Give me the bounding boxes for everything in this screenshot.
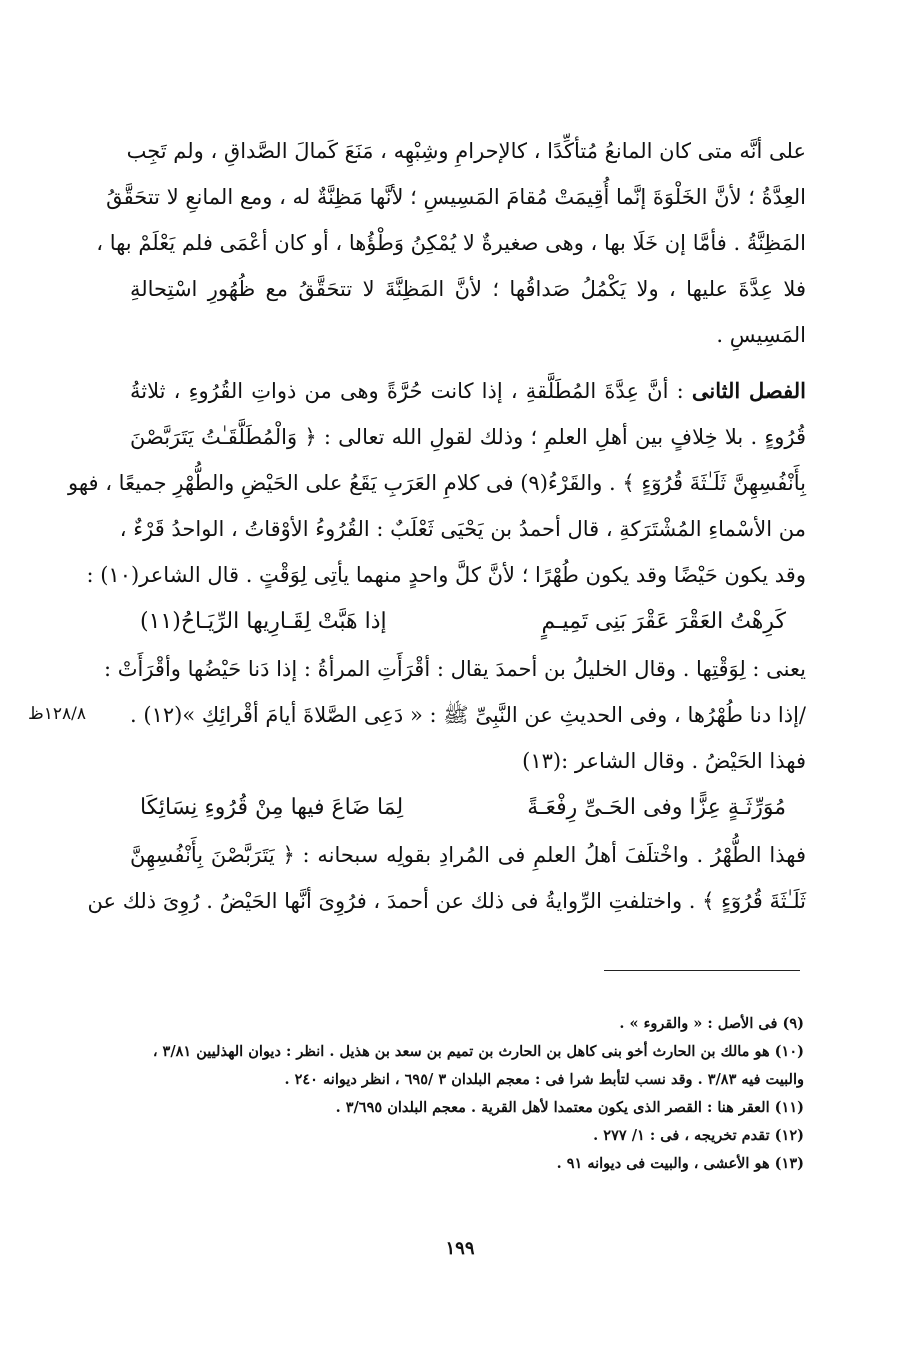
verse-2 [130, 784, 806, 832]
section-line-text: : أنَّ عِدَّةَ المُطَلَّقةِ ، إذا كانت حُرَّةً وهى من ذواتِ القُرُوءِ ، ثلاثةُ [130, 379, 684, 403]
text-line: قُرُوءٍ . بلا خِلافٍ بين أهلِ العلمِ ؛ وذلك لقولِ الله تعالى : ﴿ وَالْمُطَلَّقَـٰتُ يَتَرَبَّصْنَ [130, 425, 806, 449]
text-line: يعنى : لِوَقْتِها . وقال الخليلُ بن أحمدَ يقال : أقْرَأَتِ المرأةُ : إذا دَنا حَيْضُها وأقْرَأَتْ : [103, 657, 806, 681]
text-line: من الأسْماءِ المُشْتَرَكةِ ، قال أحمدُ بن يَحْيَى ثَعْلَبٌ : القُرُوءُ الأوْقاتُ ، الواحدُ قَرْءٌ ، [119, 517, 806, 541]
footnote: (١١) العقر هنا : القصر الذى يكون معتمدا لأهل القرية . معجم البلدان ٣/٦٩٥ . [335, 1099, 804, 1116]
page-number: ١٩٩ [445, 1238, 475, 1259]
spacer [130, 358, 806, 368]
footnote: (١٣) هو الأعشى ، والبيت فى ديوانه ٩١ . [556, 1155, 804, 1172]
footnote: (١٢) تقدم تخريجه ، فى : ١/ ٢٧٧ . [593, 1127, 804, 1144]
section-first-line [130, 368, 806, 414]
text-line: /إذا دنا طُهْرُها ، وفى الحديثِ عن النَّبِىِّ ﷺ : « دَعِى الصَّلاةَ أيامَ أقْرائِكِ »(١٢) . [130, 703, 806, 727]
text-line: المَظِنَّةُ . فأمَّا إن خَلَا بها ، وهى صغيرةٌ لا يُمْكِنُ وَطْؤُها ، أو كان أعْمَى فلم يَعْلَمْ بها ، [96, 231, 806, 255]
text-line: على أنَّه متى كان المانعُ مُتأكِّدًا ، كالإحرامِ وشِبْهِه ، مَنَعَ كَمالَ الصَّداقِ ، ولم تَجِب [126, 139, 806, 163]
footnote: (٩) فى الأصل : « والقروء » . [619, 1015, 804, 1032]
text-line: بِأَنْفُسِهِنَّ ثَلَـٰثَةَ قُرُوٓءٍ ﴾ . والقَرْءُ(٩) فى كلامِ العَرَبِ يَقَعُ على الحَيْضِ والطُّهْرِ جميعًا ، فهو [67, 471, 806, 495]
section-label: الفصل الثانى [691, 378, 806, 403]
text-line: العِدَّةُ ؛ لأنَّ الخَلْوَةَ إنَّما أُقِيمَتْ مُقامَ المَسِيسِ ؛ لأنَّها مَظِنَّةٌ له ، ومع المانعِ لا تتحَقَّقُ [106, 185, 806, 209]
footnote: والبيت فيه ٣/٨٣ . وقد نسب لتأبط شرا فى : معجم البلدان ٣ /٦٩٥ ، انظر ديوانه ٢٤٠ . [284, 1071, 804, 1088]
text-line: ثَلَـٰثَةَ قُرُوٓءٍ ﴾ . واختلفتِ الرِّوايةُ فى ذلك عن أحمدَ ، فرُوِىَ أنَّها الحَيْضُ . رُوِىَ ذلك عن [87, 889, 806, 913]
verse-1-right-hemistich: كَرِهْتُ العَقْرَ عَقْرَ بَنِى تَمِيـمٍ [541, 609, 786, 634]
main-text [67, 128, 806, 924]
text-line: فهذا الحَيْضُ . وقال الشاعر :(١٣) [522, 749, 806, 773]
text-line: فلا عِدَّةَ عليها ، ولا يَكْمُلُ صَداقُها ؛ لأنَّ المَظِنَّةَ لا تتحَقَّقُ مع ظُهُورِ اسْتِحالةِ [130, 277, 806, 301]
text-line: المَسِيسِ . [716, 323, 806, 347]
text-line: وقد يكون حَيْضًا وقد يكون طُهْرًا ؛ لأنَّ كلَّ واحدٍ منهما يأتِى لِوَقْتٍ . قال الشاعر(١٠) : [86, 563, 806, 587]
verse-2-left-hemistich: لِمَا ضَاعَ فيها مِنْ قُرُوءِ نِسَائِكَا [140, 795, 404, 820]
footnote-divider [604, 970, 800, 971]
verse-1 [130, 598, 806, 646]
text-line: فهذا الطُّهْرُ . واخْتلَفَ أهلُ العلمِ فى المُرادِ بقولِه سبحانه : ﴿ يَتَرَبَّصْنَ بِأَنْفُسِهِنَّ [130, 843, 806, 867]
verse-2-right-hemistich: مُوَرِّثَـةٍ عِزًّا وفى الحَـىِّ رِفْعَـةً [527, 795, 786, 820]
margin-folio-note: ١٢٨/٨ظ [28, 704, 86, 724]
footnotes [140, 1010, 804, 1178]
footnote: (١٠) هو مالك بن الحارث أخو بنى كاهل بن الحارث بن تميم بن سعد بن هذيل . انظر : ديوان الهذليين ٣/٨١ ، [152, 1043, 804, 1060]
verse-1-left-hemistich: إذا هَبَّتْ لِقَـارِيها الرِّيَـاحُ(١١) [140, 609, 387, 634]
